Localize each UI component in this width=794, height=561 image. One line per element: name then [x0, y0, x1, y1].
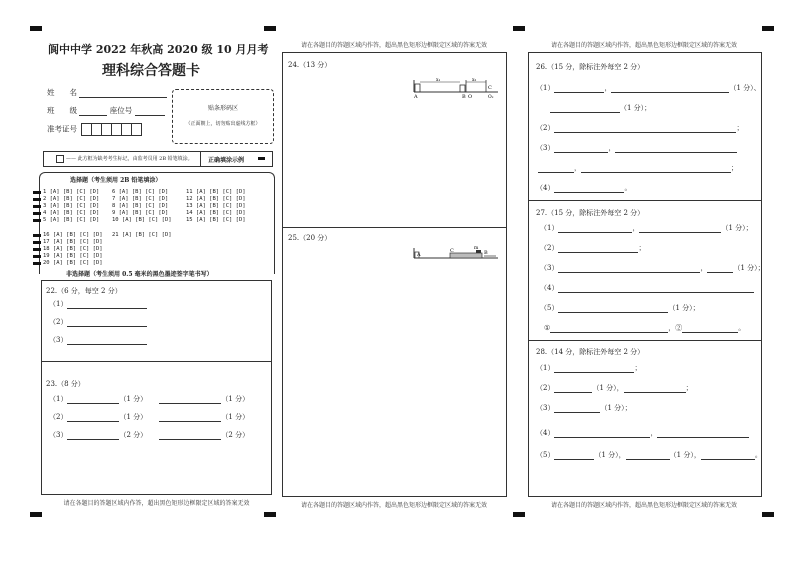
timing-dash	[33, 219, 41, 222]
q27-answer-5[interactable]: （5） （1 分）；	[540, 304, 700, 312]
q22-title: 22.（6 分，每空 2 分）	[46, 287, 122, 295]
timing-dash	[33, 191, 41, 194]
seat-label: 座位号	[109, 106, 133, 115]
q28-answer-1[interactable]: （1） ；	[536, 364, 642, 372]
choice-q20[interactable]: 20 [A] [B] [C] [D]	[43, 260, 103, 266]
name-field[interactable]	[47, 87, 167, 98]
choice-q19[interactable]: 19 [A] [B] [C] [D]	[43, 253, 103, 259]
q25-fig-label-m: m	[474, 246, 479, 251]
class-field[interactable]	[47, 105, 165, 116]
choice-q4[interactable]: 4 [A] [B] [C] [D]	[43, 210, 100, 216]
choice-q10[interactable]: 10 [A] [B] [C] [D]	[112, 217, 172, 223]
timing-mark	[264, 512, 276, 517]
q23-title: 23.（8 分）	[46, 380, 85, 388]
choice-q1[interactable]: 1 [A] [B] [C] [D]	[43, 189, 100, 195]
q26-title: 26.（15 分，除标注外每空 2 分）	[536, 63, 645, 71]
correct-fill-example	[258, 157, 265, 160]
q24-fig-label-x1: x₁	[436, 78, 441, 83]
timing-mark	[30, 512, 42, 517]
choice-q2[interactable]: 2 [A] [B] [C] [D]	[43, 196, 100, 202]
q28-answer-4[interactable]: （4） ，	[536, 428, 749, 438]
q27-answer-1[interactable]: （1） ， （1 分）；	[540, 224, 753, 232]
q24-fig-label-a: A	[414, 94, 418, 98]
choice-q18[interactable]: 18 [A] [B] [C] [D]	[43, 246, 103, 252]
q26-answer-2[interactable]: （2） ；	[536, 124, 744, 132]
q23-answer-2[interactable]: （2） （1 分） （1 分）	[49, 413, 250, 421]
barcode-note: （正面朝上，切勿贴出虚线方框）	[185, 121, 261, 127]
q25-fig-label-a: A	[417, 252, 421, 258]
correct-fill-label: 正确填涂示例	[208, 157, 245, 164]
area-warning: 请在各题目的答题区域内作答，超出黑色矩形边框限定区域的答案无效	[550, 502, 737, 509]
choice-q13[interactable]: 13 [A] [B] [C] [D]	[186, 203, 246, 209]
q26-answer-4[interactable]: （4） 。	[536, 184, 632, 192]
timing-mark	[264, 26, 276, 31]
timing-mark	[762, 512, 774, 517]
q24-title: 24.（13 分）	[288, 61, 332, 69]
absent-box	[43, 151, 273, 167]
choice-q12[interactable]: 12 [A] [B] [C] [D]	[186, 196, 246, 202]
q24-figure	[410, 76, 502, 98]
timing-dash	[33, 241, 41, 244]
q24-fig-label-c: C	[488, 85, 492, 91]
choice-q16[interactable]: 16 [A] [B] [C] [D]	[43, 232, 103, 238]
area-warning: 请在各题目的答题区域内作答，超出黑色矩形边框限定区域的答案无效	[300, 42, 487, 49]
choice-q8[interactable]: 8 [A] [B] [C] [D]	[112, 203, 169, 209]
q23-answer-1[interactable]: （1） （1 分） （1 分）	[49, 395, 250, 403]
choice-q3[interactable]: 3 [A] [B] [C] [D]	[43, 203, 100, 209]
timing-mark	[513, 26, 525, 31]
timing-mark	[513, 512, 525, 517]
choice-q14[interactable]: 14 [A] [B] [C] [D]	[186, 210, 246, 216]
timing-dash	[33, 255, 41, 258]
absent-note: —— 此方框为缺考考生标记，由监考员用 2B 铅笔填涂。	[66, 156, 193, 162]
choice-q11[interactable]: 11 [A] [B] [C] [D]	[186, 189, 246, 195]
timing-dash	[33, 205, 41, 208]
q27-answer-3[interactable]: （3） ， （1 分）；	[540, 264, 765, 272]
barcode-area	[172, 89, 274, 144]
q26-answer-1b[interactable]: （1 分）；	[550, 103, 651, 113]
choice-q6[interactable]: 6 [A] [B] [C] [D]	[112, 189, 169, 195]
q26-answer-1[interactable]: （1） ， （1 分）、	[536, 84, 761, 92]
barcode-title: 贴条形码区	[207, 105, 238, 112]
q27-answer-2[interactable]: （2） ；	[540, 244, 646, 252]
q22-answer-2[interactable]: （2）	[49, 317, 147, 327]
choice-q17[interactable]: 17 [A] [B] [C] [D]	[43, 239, 103, 245]
choice-q15[interactable]: 15 [A] [B] [C] [D]	[186, 217, 246, 223]
sheet-title: 理科综合答题卡	[102, 63, 200, 79]
q24-fig-label-x2: x₂	[472, 78, 477, 83]
q28-answer-5[interactable]: （5） （1 分）， （1 分）， 。	[536, 451, 762, 459]
q28-title: 28.（14 分，除标注外每空 2 分）	[536, 348, 645, 356]
exam-number-label: 准考证号	[47, 124, 77, 134]
q22-answer-1[interactable]: （1）	[49, 299, 147, 309]
q25-fig-label-c: C	[450, 248, 454, 254]
timing-mark	[30, 26, 42, 31]
timing-dash	[33, 198, 41, 201]
q22-answer-3[interactable]: （3）	[49, 335, 147, 345]
nonchoice-title: 非选择题（考生须用 0.5 毫米的黑色墨迹签字笔书写）	[66, 271, 213, 278]
q25-figure	[410, 244, 502, 262]
q26-answer-3b[interactable]: ， ；	[538, 163, 738, 173]
absent-checkbox[interactable]	[56, 155, 64, 163]
area-warning: 请在各题目的答题区域内作答，超出黑色矩形边框限定区域的答案无效	[63, 500, 250, 507]
timing-dash	[33, 212, 41, 215]
area-warning: 请在各题目的答题区域内作答，超出黑色矩形边框限定区域的答案无效	[550, 42, 737, 49]
choice-title: 选择题（考生须用 2B 铅笔填涂）	[70, 177, 162, 184]
q27-title: 27.（15 分，除标注外每空 2 分）	[536, 209, 645, 217]
exam-number-field[interactable]	[47, 123, 142, 136]
school-title: 阆中中学 2022 年秋高 2020 级 10 月月考	[48, 43, 269, 56]
timing-dash	[33, 234, 41, 237]
choice-q7[interactable]: 7 [A] [B] [C] [D]	[112, 196, 169, 202]
choice-q5[interactable]: 5 [A] [B] [C] [D]	[43, 217, 100, 223]
timing-dash	[33, 262, 41, 265]
q25-fig-label-b: B	[484, 250, 488, 256]
choice-q21[interactable]: 21 [A] [B] [C] [D]	[112, 232, 172, 238]
choice-q9[interactable]: 9 [A] [B] [C] [D]	[112, 210, 169, 216]
q24-fig-label-o: O	[468, 94, 473, 98]
q24-q25-panel	[282, 52, 507, 497]
name-label: 姓 名	[47, 88, 77, 97]
q24-fig-label-ox: Oₓ	[488, 95, 494, 98]
area-warning: 请在各题目的答题区域内作答，超出黑色矩形边框限定区域的答案无效	[300, 502, 487, 509]
q27-answer-6[interactable]: ① ，② 。	[544, 324, 746, 332]
q24-fig-label-b: B	[462, 94, 466, 98]
q28-answer-3[interactable]: （3） （1 分）；	[536, 404, 632, 412]
q25-title: 25.（20 分）	[288, 234, 332, 242]
timing-dash	[33, 248, 41, 251]
class-label: 班 级	[47, 106, 77, 115]
q27-answer-4[interactable]: （4）	[540, 283, 754, 293]
timing-mark	[762, 26, 774, 31]
q23-answer-3[interactable]: （3） （2 分） （2 分）	[49, 431, 250, 439]
q28-answer-2[interactable]: （2） （1 分）， ；	[536, 384, 693, 392]
q26-answer-3[interactable]: （3） ，	[536, 143, 737, 153]
